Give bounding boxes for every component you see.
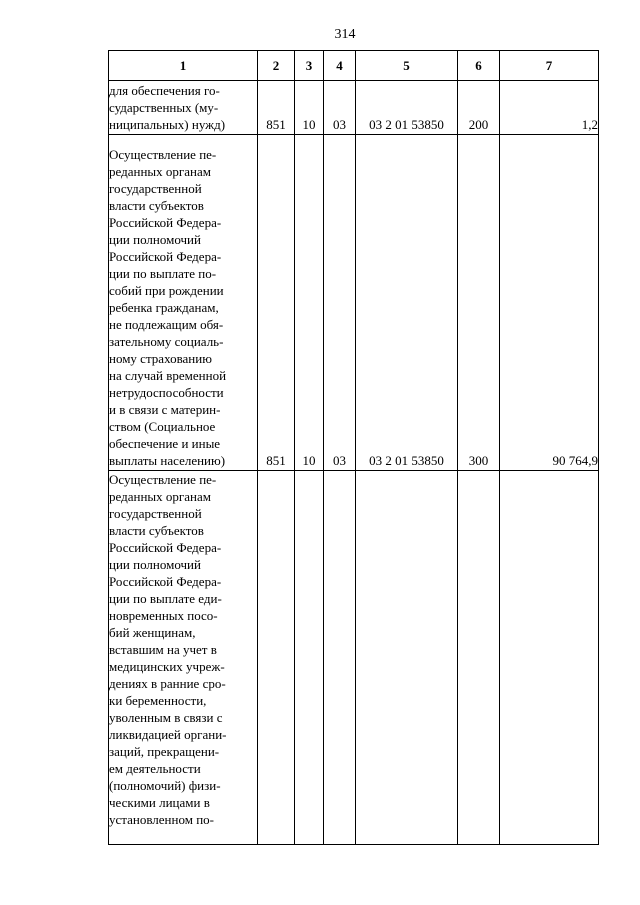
amount-cell: 1,2 (500, 81, 599, 135)
name-line: на случай временной (109, 368, 227, 383)
name-line: уволенным в связи с (109, 710, 223, 725)
row-name-cell (109, 471, 258, 845)
name-line: нетрудоспособности (109, 385, 224, 400)
name-line: реданных органам (109, 489, 211, 504)
name-line: государственной (109, 506, 202, 521)
header-col-6: 6 (458, 51, 500, 81)
name-line: обеспечение и иные (109, 436, 221, 451)
name-line: ниципальных) нужд) (109, 117, 226, 132)
section-code-cell: 10 (295, 135, 324, 471)
name-line: бий женщинам, (109, 625, 196, 640)
name-line: власти субъектов (109, 523, 204, 538)
subsection-code-cell (324, 471, 356, 845)
name-line: ному страхованию (109, 351, 212, 366)
name-line: ребенка гражданам, (109, 300, 219, 315)
name-line: заций, прекращени- (109, 744, 220, 759)
name-line: не подлежащим обя- (109, 317, 224, 332)
header-row (109, 51, 599, 81)
name-line: ством (Социальное (109, 419, 216, 434)
header-col-2: 2 (258, 51, 295, 81)
ministry-code-cell: 851 (258, 135, 295, 471)
header-col-4: 4 (324, 51, 356, 81)
name-line: сударственных (му- (109, 100, 219, 115)
table-header (109, 51, 599, 81)
name-line: ки беременности, (109, 693, 207, 708)
row-name-cell (109, 135, 258, 471)
table-row (109, 81, 599, 135)
name-line: ем деятельности (109, 761, 201, 776)
name-line: Осуществление пе- (109, 472, 217, 487)
name-line: медицинских учреж- (109, 659, 225, 674)
expense-type-cell (458, 471, 500, 845)
header-col-3: 3 (295, 51, 324, 81)
expense-type-cell: 200 (458, 81, 500, 135)
name-line: ции полномочий (109, 232, 201, 247)
name-line: зательному социаль- (109, 334, 224, 349)
ministry-code-cell: 851 (258, 81, 295, 135)
name-line: и в связи с материн- (109, 402, 221, 417)
header-col-7: 7 (500, 51, 599, 81)
subsection-code-cell: 03 (324, 135, 356, 471)
name-line: ции по выплате еди- (109, 591, 222, 606)
target-article-cell (356, 471, 458, 845)
header-col-5: 5 (356, 51, 458, 81)
table-row (109, 135, 599, 471)
expense-type-cell: 300 (458, 135, 500, 471)
amount-cell: 90 764,9 (500, 135, 599, 471)
name-line: выплаты населению) (109, 453, 226, 468)
table-row (109, 471, 599, 845)
name-line: реданных органам (109, 164, 211, 179)
name-line: Осуществление пе- (109, 147, 217, 162)
name-line: Российской Федера- (109, 574, 222, 589)
name-line: ликвидацией органи- (109, 727, 227, 742)
name-line: для обеспечения го- (109, 83, 220, 98)
target-article-cell: 03 2 01 53850 (356, 135, 458, 471)
name-line: государственной (109, 181, 202, 196)
ministry-code-cell (258, 471, 295, 845)
name-line: новременных посо- (109, 608, 218, 623)
name-line: ции по выплате по- (109, 266, 217, 281)
budget-table (108, 50, 599, 845)
name-line: Российской Федера- (109, 249, 222, 264)
row-name-cell (109, 81, 258, 135)
subsection-code-cell: 03 (324, 81, 356, 135)
section-code-cell (295, 471, 324, 845)
section-code-cell: 10 (295, 81, 324, 135)
name-line: ции полномочий (109, 557, 201, 572)
name-line: собий при рождении (109, 283, 224, 298)
name-line: ческими лицами в (109, 795, 210, 810)
name-line: власти субъектов (109, 198, 204, 213)
page-number: 314 (334, 27, 356, 42)
name-line: Российской Федера- (109, 540, 222, 555)
name-line: Российской Федера- (109, 215, 222, 230)
amount-cell (500, 471, 599, 845)
name-line: установленном по- (109, 812, 214, 827)
target-article-cell: 03 2 01 53850 (356, 81, 458, 135)
name-line: вставшим на учет в (109, 642, 217, 657)
name-line: (полномочий) физи- (109, 778, 221, 793)
table-body (109, 81, 599, 845)
name-line: дениях в ранние сро- (109, 676, 226, 691)
header-col-1: 1 (109, 51, 258, 81)
